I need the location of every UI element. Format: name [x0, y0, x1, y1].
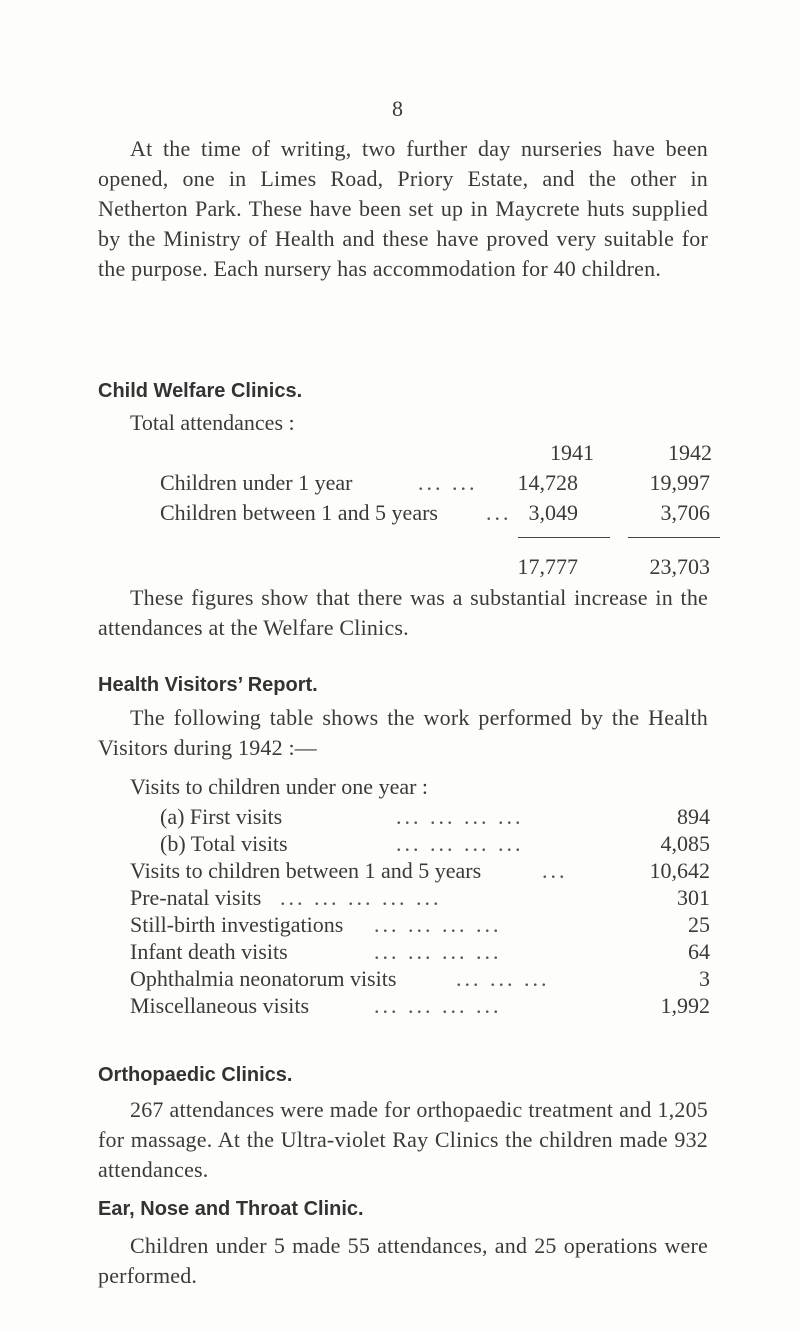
row-value: 894 [677, 804, 710, 829]
value-1941: 3,049 [528, 500, 578, 525]
row-label: Pre-natal visits [130, 885, 262, 910]
row-label: Infant death visits [130, 939, 288, 964]
table-row [160, 500, 720, 528]
orthopaedic-text: 267 attendances were made for orthopaedic treatment and 1,205 for massage. At the Ultra-violet Ray Clinics the children made 932 attendances. [98, 1097, 708, 1182]
table-row [160, 804, 720, 832]
orthopaedic-heading: Orthopaedic Clinics. [98, 1064, 293, 1086]
row-label: (b) Total visits [160, 831, 288, 856]
row-value: 10,642 [649, 858, 710, 883]
row-label: Visits to children between 1 and 5 years [130, 858, 482, 883]
total-1942: 23,703 [649, 554, 710, 579]
table-row [160, 831, 720, 859]
leader-dots: ... ... ... ... [374, 939, 502, 964]
leader-dots: ... ... ... [456, 966, 550, 991]
row-value: 64 [688, 939, 710, 964]
row-value: 1,992 [660, 993, 710, 1018]
col-header-1942: 1942 [668, 440, 712, 465]
row-label: Children between 1 and 5 years [160, 500, 438, 525]
leader-dots: ... ... ... ... [374, 993, 502, 1018]
visits-under-one-label: Visits to children under one year : [130, 774, 429, 799]
leader-dots: ... [542, 858, 568, 883]
leader-dots: ... ... ... ... [396, 804, 524, 829]
row-label: Ophthalmia neonatorum visits [130, 966, 397, 991]
table-row [130, 939, 720, 967]
ent-text: Children under 5 made 55 attendances, and 25 operations were performed. [98, 1233, 708, 1288]
table-row [130, 993, 720, 1021]
leader-dots: ... ... ... ... [396, 831, 524, 856]
child-welfare-heading: Child Welfare Clinics. [98, 380, 303, 402]
table-row [130, 966, 720, 994]
row-label: Still-birth investigations [130, 912, 344, 937]
value-1941: 14,728 [517, 470, 578, 495]
total-1941: 17,777 [517, 554, 578, 579]
table-row [160, 470, 720, 498]
health-visitors-heading: Health Visitors’ Report. [98, 674, 318, 696]
ent-heading: Ear, Nose and Throat Clinic. [98, 1198, 364, 1220]
leader-dots: ... ... ... ... [374, 912, 502, 937]
page-number: 8 [392, 96, 403, 121]
leader-dots: ... ... ... ... ... [280, 885, 442, 910]
value-1942: 19,997 [649, 470, 710, 495]
row-value: 4,085 [660, 831, 710, 856]
total-attendances-label: Total attendances : [130, 410, 295, 435]
row-value: 301 [677, 885, 710, 910]
intro-paragraph: At the time of writing, two further day nurseries have been opened, one in Limes Road, Priory Estate, and the other in Netherton Park. These have been set up in Maycrete huts supplied by the Ministry of Health and these have proved very suitable for the purpose. Each nursery has accommodation for 40 children. [98, 136, 708, 281]
total-row [160, 554, 720, 582]
leader-dots: ... ... [418, 470, 478, 495]
table-row [130, 858, 720, 886]
row-label: Children under 1 year [160, 470, 353, 495]
value-1942: 3,706 [660, 500, 710, 525]
row-label: Miscellaneous visits [130, 993, 310, 1018]
welfare-summary: These figures show that there was a substantial increase in the attendances at the Welfare Clinics. [98, 585, 708, 640]
total-rule-1941 [518, 537, 610, 538]
health-visitors-intro: The following table shows the work performed by the Health Visitors during 1942 :— [98, 705, 708, 760]
col-header-1941: 1941 [550, 440, 594, 465]
row-value: 25 [688, 912, 710, 937]
row-label: (a) First visits [160, 804, 283, 829]
leader-dots: ... [486, 500, 512, 525]
table-row [130, 912, 720, 940]
total-rule-1942 [628, 537, 720, 538]
table-row [130, 885, 720, 913]
row-value: 3 [699, 966, 710, 991]
